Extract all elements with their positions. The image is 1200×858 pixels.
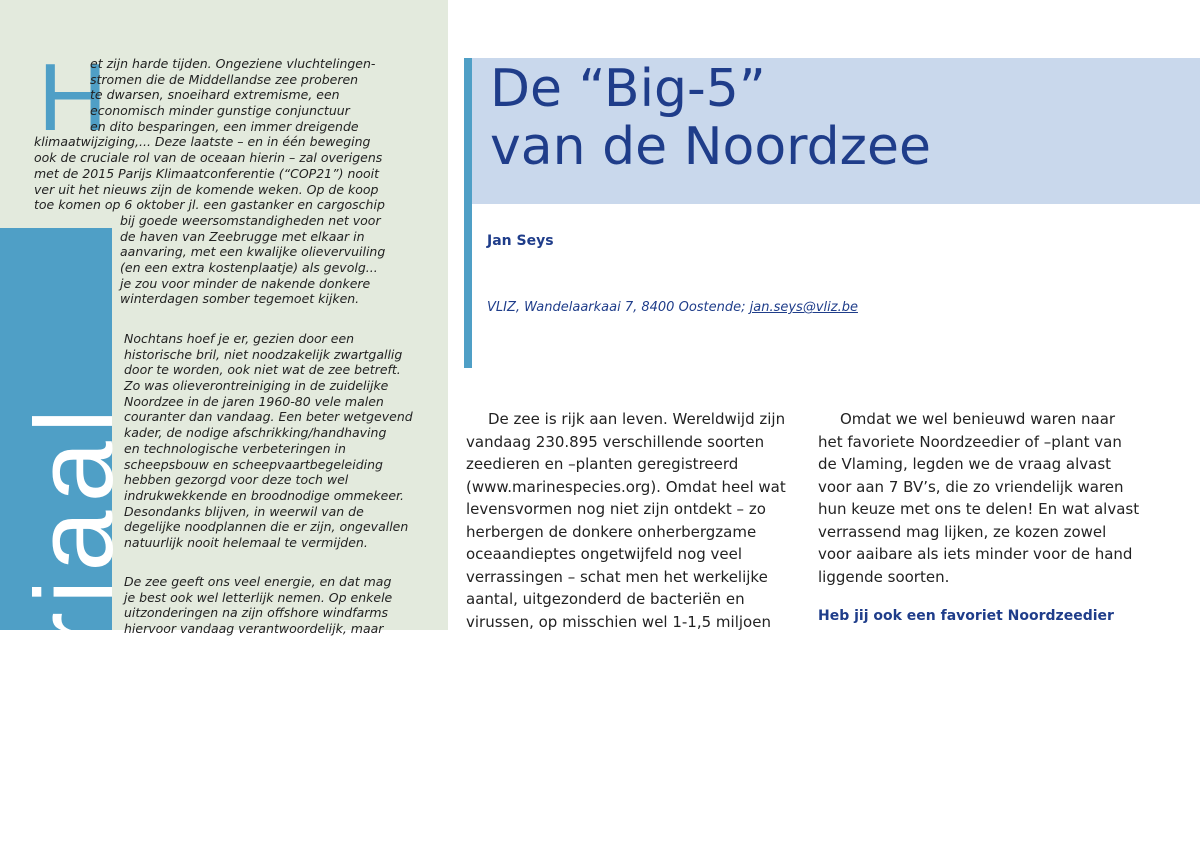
text-line: aantal, uitgezonderd de bacteriën en	[466, 590, 745, 608]
text-line: verrassingen – schat men het werkelijke	[466, 567, 768, 586]
drop-cap: H	[38, 44, 108, 151]
article-title-line-1: De “Big-5”	[490, 59, 766, 119]
editorial-paragraph-3	[124, 574, 392, 637]
text-line: (www.marinespecies.org). Omdat heel wat	[466, 477, 786, 496]
text-line: ook de cruciale rol van de oceaan hierin – zal overigens	[34, 150, 383, 166]
article-affiliation	[487, 300, 858, 315]
text-line: en dito besparingen, een immer dreigende	[90, 118, 359, 134]
text-line: De zee geeft ons veel energie, en dat mag	[124, 574, 392, 589]
text-line: je zou voor minder de nakende donkere	[120, 275, 371, 291]
text-line: De zee is rijk aan leven. Wereldwijd zijn	[488, 410, 786, 428]
text-line: klimaatwijziging,... Deze laatste – en in één beweging	[34, 134, 371, 150]
text-line: toe komen op 6 oktober jl. een gastanker en cargoschip	[34, 197, 385, 213]
affiliation-text: VLIZ, Wandelaarkaai 7, 8400 Oostende;	[487, 300, 750, 315]
text-line: historische bril, niet noodzakelijk zwartgallig	[124, 346, 403, 362]
editorial-paragraph-2	[124, 331, 413, 551]
text-line: virussen, op misschien wel 1-1,5 miljoen	[466, 612, 771, 631]
text-line: voor aan 7 BV’s, die zo vriendelijk waren	[818, 477, 1124, 496]
text-line: kader, de nodige afschrikking/handhaving	[124, 425, 387, 441]
editorial-page	[0, 0, 448, 858]
text-line: de haven van Zeebrugge met elkaar in	[120, 228, 365, 244]
text-line: vandaag 230.895 verschillende soorten	[466, 432, 765, 451]
editorial-section-title: ditoriaal	[13, 400, 136, 858]
text-line: de Vlaming, legden we de vraag alvast	[818, 455, 1112, 473]
text-line: te dwarsen, snoeihard extremisme, een	[90, 87, 340, 103]
text-line: het favoriete Noordzeedier of –plant van	[818, 432, 1122, 451]
text-line: door te worden, ook niet wat de zee betreft.	[124, 362, 401, 378]
text-line: aanvaring, met een kwalijke olievervuiling	[120, 244, 386, 260]
article-author: Jan Seys	[487, 233, 554, 249]
editorial-paragraph-1	[34, 56, 386, 307]
text-line: economisch minder gunstige conjunctuur	[90, 103, 350, 119]
text-line: herbergen de donkere onherbergzame	[466, 522, 757, 541]
text-line: voor aaibare als iets minder voor de hand	[818, 545, 1133, 563]
article-title	[490, 60, 931, 176]
article-column-1	[466, 408, 786, 633]
text-line: degelijke noodplannen die er zijn, ongevallen	[124, 519, 409, 535]
text-line: bij goede weersomstandigheden net voor	[120, 212, 381, 228]
text-line: et zijn harde tijden. Ongeziene vluchtelingen-	[90, 56, 376, 71]
text-line: scheepsbouw en scheepvaartbegeleiding	[124, 456, 383, 472]
text-line: indrukwekkende en broodnodige ommekeer.	[124, 487, 404, 503]
text-line: Zo was olieverontreiniging in de zuidelijke	[124, 378, 389, 394]
article-title-line-2: van de Noordzee	[490, 117, 931, 177]
text-line: zeedieren en –planten geregistreerd	[466, 455, 739, 473]
text-line: natuurlijk nooit helemaal te vermijden.	[124, 534, 368, 550]
text-line: liggende soorten.	[818, 567, 950, 586]
text-line: stromen die de Middellandse zee proberen	[90, 71, 359, 87]
text-line: Nochtans hoef je er, gezien door een	[124, 331, 355, 346]
article-subheading: Heb jij ook een favoriet Noordzeedier	[818, 608, 1114, 624]
text-line: couranter dan vandaag. Een beter wetgevend	[124, 409, 413, 425]
text-line: uitzonderingen na zijn offshore windfarms	[124, 605, 389, 621]
text-line: hebben gezorgd voor deze toch wel	[124, 472, 349, 488]
author-email-link[interactable]: jan.seys@vliz.be	[749, 300, 858, 315]
title-accent-bar	[464, 58, 472, 368]
text-line: met de 2015 Parijs Klimaatconferentie (“COP21”) nooit	[34, 165, 380, 181]
text-line: winterdagen somber tegemoet kijken.	[120, 291, 360, 307]
text-line: oceaandieptes ongetwijfeld nog veel	[466, 545, 743, 563]
text-line: (en een extra kostenplaatje) als gevolg...	[120, 259, 378, 275]
text-line: Desondanks blijven, in weerwil van de	[124, 503, 364, 519]
text-line: je best ook wel letterlijk nemen. Op enkele	[124, 589, 393, 605]
article-column-2	[818, 408, 1139, 588]
text-line: Noordzee in de jaren 1960-80 vele malen	[124, 393, 384, 409]
text-line: hiervoor vandaag verantwoordelijk, maar	[124, 621, 384, 637]
text-line: Omdat we wel benieuwd waren naar	[840, 410, 1116, 428]
text-line: levensvormen nog niet zijn ontdekt – zo	[466, 500, 766, 518]
text-line: en technologische verbeteringen in	[124, 440, 346, 456]
text-line: hun keuze met ons te delen! En wat alvast	[818, 500, 1140, 518]
text-line: ver uit het nieuws zijn de komende weken. Op de koop	[34, 181, 379, 197]
text-line: verrassend mag lijken, ze kozen zowel	[818, 522, 1107, 541]
